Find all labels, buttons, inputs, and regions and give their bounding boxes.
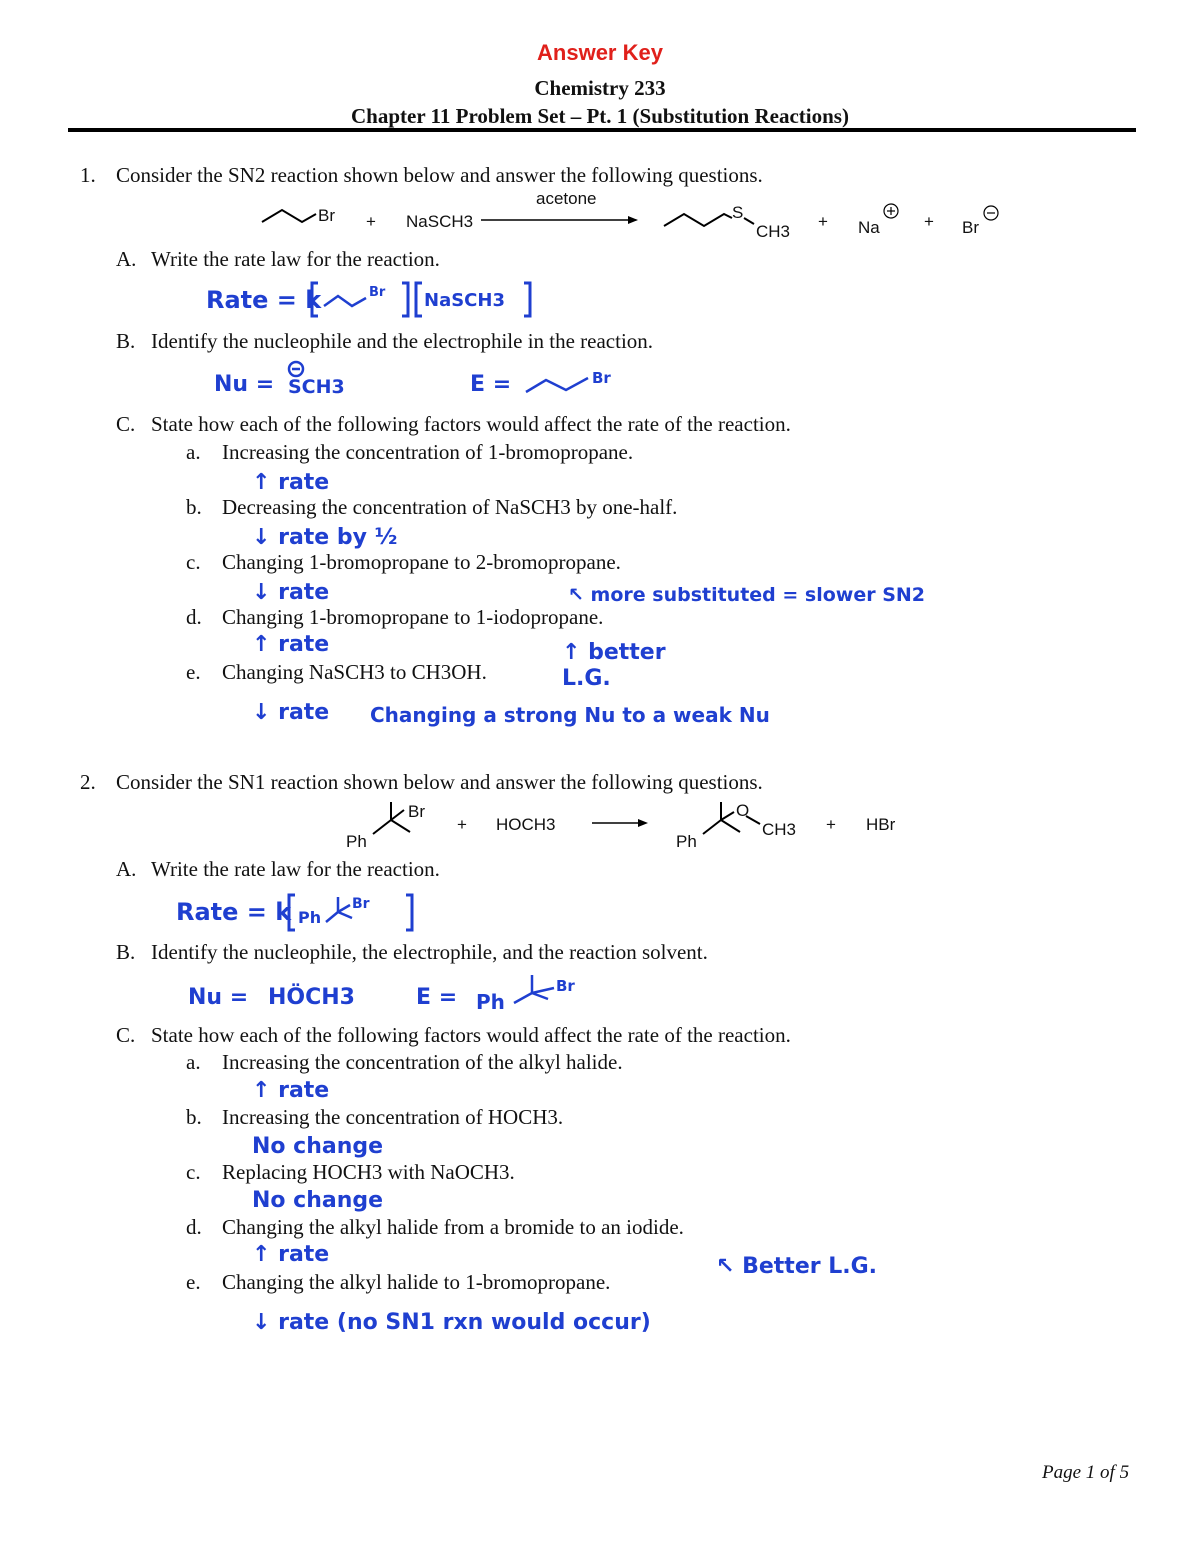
- q1-c-item-label: c.: [186, 550, 201, 574]
- q1-c-item-label: d.: [186, 605, 202, 629]
- q2-reactant-br: Br: [408, 802, 425, 821]
- q2-c-item-text: Replacing HOCH3 with NaOCH3.: [222, 1160, 515, 1184]
- q2-number: 2.: [80, 770, 96, 794]
- q2-c-item-text: Changing the alkyl halide from a bromide to an iodide.: [222, 1215, 684, 1239]
- answer-key-title: Answer Key: [537, 40, 663, 65]
- q2-product-hbr: HBr: [866, 815, 896, 834]
- course-title: Chemistry 233: [534, 76, 666, 100]
- q1-c-item-answer: ↓ rate: [252, 700, 330, 725]
- q2-b-e-ph: Ph: [476, 990, 505, 1014]
- q1-c-item-text: Increasing the concentration of 1-bromopropane.: [222, 440, 634, 464]
- q2-b-e-label: E =: [416, 985, 458, 1010]
- q1-c-item-label: a.: [186, 440, 201, 464]
- q1-a-answer-reagent: NaSCH3: [424, 290, 505, 311]
- q1-b-nu-label: Nu =: [214, 372, 275, 397]
- q1-plus-3: +: [924, 212, 934, 231]
- q2-c-item-answer: ↑ rate: [252, 1242, 330, 1267]
- q2-b-nu-value: HÖCH3: [268, 985, 355, 1010]
- q2-prompt: Consider the SN1 reaction shown below and answer the following questions.: [116, 770, 763, 794]
- q2-c-item-label: d.: [186, 1215, 202, 1239]
- q2-plus-1: +: [457, 815, 467, 834]
- q1-c-item-label: b.: [186, 495, 202, 519]
- q2-c-item-answer: ↓ rate (no SN1 rxn would occur): [252, 1310, 651, 1335]
- q1-prompt: Consider the SN2 reaction shown below and answer the following questions.: [116, 163, 763, 187]
- q1-product-na: Na: [858, 218, 880, 237]
- q2-a-answer-rate: Rate = k: [176, 898, 292, 926]
- q2-b-text: Identify the nucleophile, the electrophile, and the reaction solvent.: [151, 940, 708, 964]
- q2-c-item-label: a.: [186, 1050, 201, 1074]
- q2-c-text: State how each of the following factors would affect the rate of the reaction.: [151, 1023, 791, 1047]
- q2-plus-2: +: [826, 815, 836, 834]
- q2-b-e-br: Br: [556, 977, 575, 995]
- q2-product-o: O: [736, 801, 750, 820]
- q2-a-answer-br: Br: [352, 896, 370, 912]
- q2-product-ph: Ph: [676, 832, 697, 851]
- q2-c-item-answer: No change: [252, 1134, 384, 1159]
- q2-c-item-label: b.: [186, 1105, 202, 1129]
- q1-b-label: B.: [116, 329, 136, 353]
- q1-c-item-note: Changing a strong Nu to a weak Nu: [370, 703, 770, 727]
- q2-c-item-note: ↖ Better L.G.: [716, 1254, 878, 1279]
- q1-c-item-answer: ↓ rate by ½: [252, 525, 398, 550]
- q2-c-label: C.: [116, 1023, 136, 1047]
- q1-c-item-text: Changing 1-bromopropane to 2-bromopropane.: [222, 550, 621, 574]
- q2-b-nu-label: Nu =: [188, 985, 249, 1010]
- q2-c-item-text: Increasing the concentration of the alkyl halide.: [222, 1050, 623, 1074]
- q2-c-item-answer: ↑ rate: [252, 1078, 330, 1103]
- q1-c-item-text: Changing 1-bromopropane to 1-iodopropane.: [222, 605, 604, 629]
- q1-b-e-br: Br: [592, 369, 611, 387]
- page-number: Page 1 of 5: [1042, 1462, 1130, 1483]
- q1-c-item-text: Changing NaSCH3 to CH3OH.: [222, 660, 487, 684]
- q1-product-br: Br: [962, 218, 979, 237]
- q2-c-item-text: Changing the alkyl halide to 1-bromopropane.: [222, 1270, 611, 1294]
- q1-c-text: State how each of the following factors would affect the rate of the reaction.: [151, 412, 791, 436]
- q2-reagent: HOCH3: [496, 815, 556, 834]
- chapter-title: Chapter 11 Problem Set – Pt. 1 (Substitution Reactions): [351, 104, 849, 128]
- q2-a-text: Write the rate law for the reaction.: [151, 857, 440, 881]
- q1-reagent: NaSCH3: [406, 212, 474, 231]
- q1-c-item-label: e.: [186, 660, 201, 684]
- q1-a-answer-br: Br: [369, 285, 386, 300]
- q1-c-item-answer: ↑ rate: [252, 470, 330, 495]
- q1-c-item-text: Decreasing the concentration of NaSCH3 by one-half.: [222, 495, 678, 519]
- q1-plus-1: +: [366, 212, 376, 231]
- q1-number: 1.: [80, 163, 96, 187]
- q1-product-s: S: [732, 203, 744, 222]
- q2-a-answer-ph: Ph: [298, 908, 322, 927]
- q2-product-ch3: CH3: [762, 820, 797, 839]
- q1-b-text: Identify the nucleophile and the electrophile in the reaction.: [151, 329, 654, 353]
- q2-c-item-text: Increasing the concentration of HOCH3.: [222, 1105, 564, 1129]
- q1-condition: acetone: [536, 189, 597, 208]
- q1-a-label: A.: [116, 247, 137, 271]
- q2-reactant-ph: Ph: [346, 832, 367, 851]
- q2-c-item-label: c.: [186, 1160, 201, 1184]
- q1-c-item-note: ↖ more substituted = slower SN2: [568, 584, 926, 606]
- q1-a-answer-rate: Rate = k: [206, 286, 322, 314]
- q1-plus-2: +: [818, 212, 828, 231]
- q1-c-item-answer: ↑ rate: [252, 632, 330, 657]
- q1-c-item-note: ↑ better L.G.: [562, 640, 666, 691]
- q2-c-item-answer: No change: [252, 1188, 384, 1213]
- q1-b-nu-value: SCH3: [288, 376, 345, 398]
- q2-c-item-label: e.: [186, 1270, 201, 1294]
- q2-a-label: A.: [116, 857, 137, 881]
- q1-reactant-br: Br: [318, 206, 335, 225]
- q1-product-ch3: CH3: [756, 222, 791, 241]
- q1-c-item-answer: ↓ rate: [252, 580, 330, 605]
- q1-b-e-label: E =: [470, 372, 512, 397]
- q2-b-label: B.: [116, 940, 136, 964]
- q1-c-label: C.: [116, 412, 136, 436]
- q1-a-text: Write the rate law for the reaction.: [151, 247, 440, 271]
